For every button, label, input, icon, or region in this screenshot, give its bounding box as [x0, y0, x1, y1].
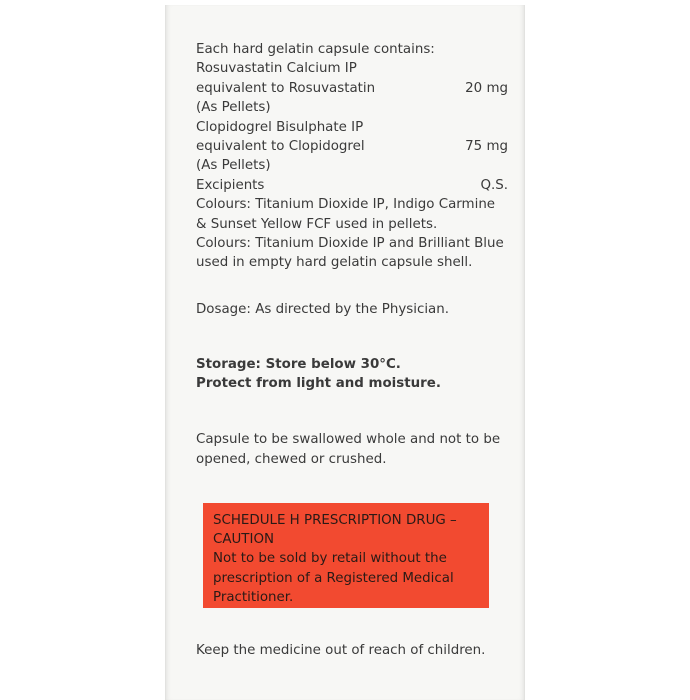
- storage-line: Storage: Store below 30°C.: [196, 357, 401, 372]
- composition-item-name: Excipients: [196, 177, 265, 193]
- keep-out-of-reach-text: Keep the medicine out of reach of children.: [196, 643, 486, 658]
- capsule-instructions: [196, 430, 500, 469]
- colours-shell-line: Colours: Titanium Dioxide IP and Brilliant Blue: [196, 236, 504, 252]
- composition-item-name: (As Pellets): [196, 100, 271, 116]
- composition-item-amount: 20 mg: [465, 80, 508, 96]
- colours-pellets-line: & Sunset Yellow FCF used in pellets.: [196, 216, 438, 232]
- composition-item: [196, 59, 512, 78]
- colours-shell-line: used in empty hard gelatin capsule shell.: [196, 255, 473, 271]
- storage-section: [196, 355, 441, 394]
- composition-item: [196, 118, 512, 137]
- warning-line: prescription of a Registered Medical: [213, 570, 454, 586]
- composition-item: [196, 176, 512, 195]
- composition-item: [196, 98, 512, 117]
- dosage-text: Dosage: As directed by the Physician.: [196, 302, 449, 317]
- composition-item: [196, 137, 512, 156]
- storage-line: Protect from light and moisture.: [196, 376, 441, 392]
- composition-item: [196, 156, 512, 175]
- schedule-h-warning-box: [203, 503, 489, 608]
- composition-item-name: equivalent to Rosuvastatin: [196, 80, 376, 96]
- composition-item-name: Clopidogrel Bisulphate IP: [196, 119, 364, 135]
- composition-item: [196, 79, 512, 98]
- composition-item-amount: Q.S.: [480, 177, 508, 193]
- warning-line: Practitioner.: [213, 589, 294, 605]
- colours-pellets-line: Colours: Titanium Dioxide IP, Indigo Carmine: [196, 197, 496, 213]
- capsule-instruction-line: Capsule to be swallowed whole and not to be: [196, 432, 501, 447]
- warning-line: CAUTION: [213, 532, 274, 548]
- composition-item-name: (As Pellets): [196, 158, 271, 174]
- composition-section: [196, 40, 512, 273]
- composition-item-name: equivalent to Clopidogrel: [196, 139, 365, 155]
- warning-line: Not to be sold by retail without the: [213, 551, 447, 567]
- composition-item-amount: 75 mg: [465, 139, 508, 155]
- composition-item-name: Rosuvastatin Calcium IP: [196, 61, 357, 77]
- capsule-instruction-line: opened, chewed or crushed.: [196, 451, 387, 467]
- composition-heading: Each hard gelatin capsule contains:: [196, 42, 435, 57]
- warning-line: SCHEDULE H PRESCRIPTION DRUG –: [213, 513, 457, 528]
